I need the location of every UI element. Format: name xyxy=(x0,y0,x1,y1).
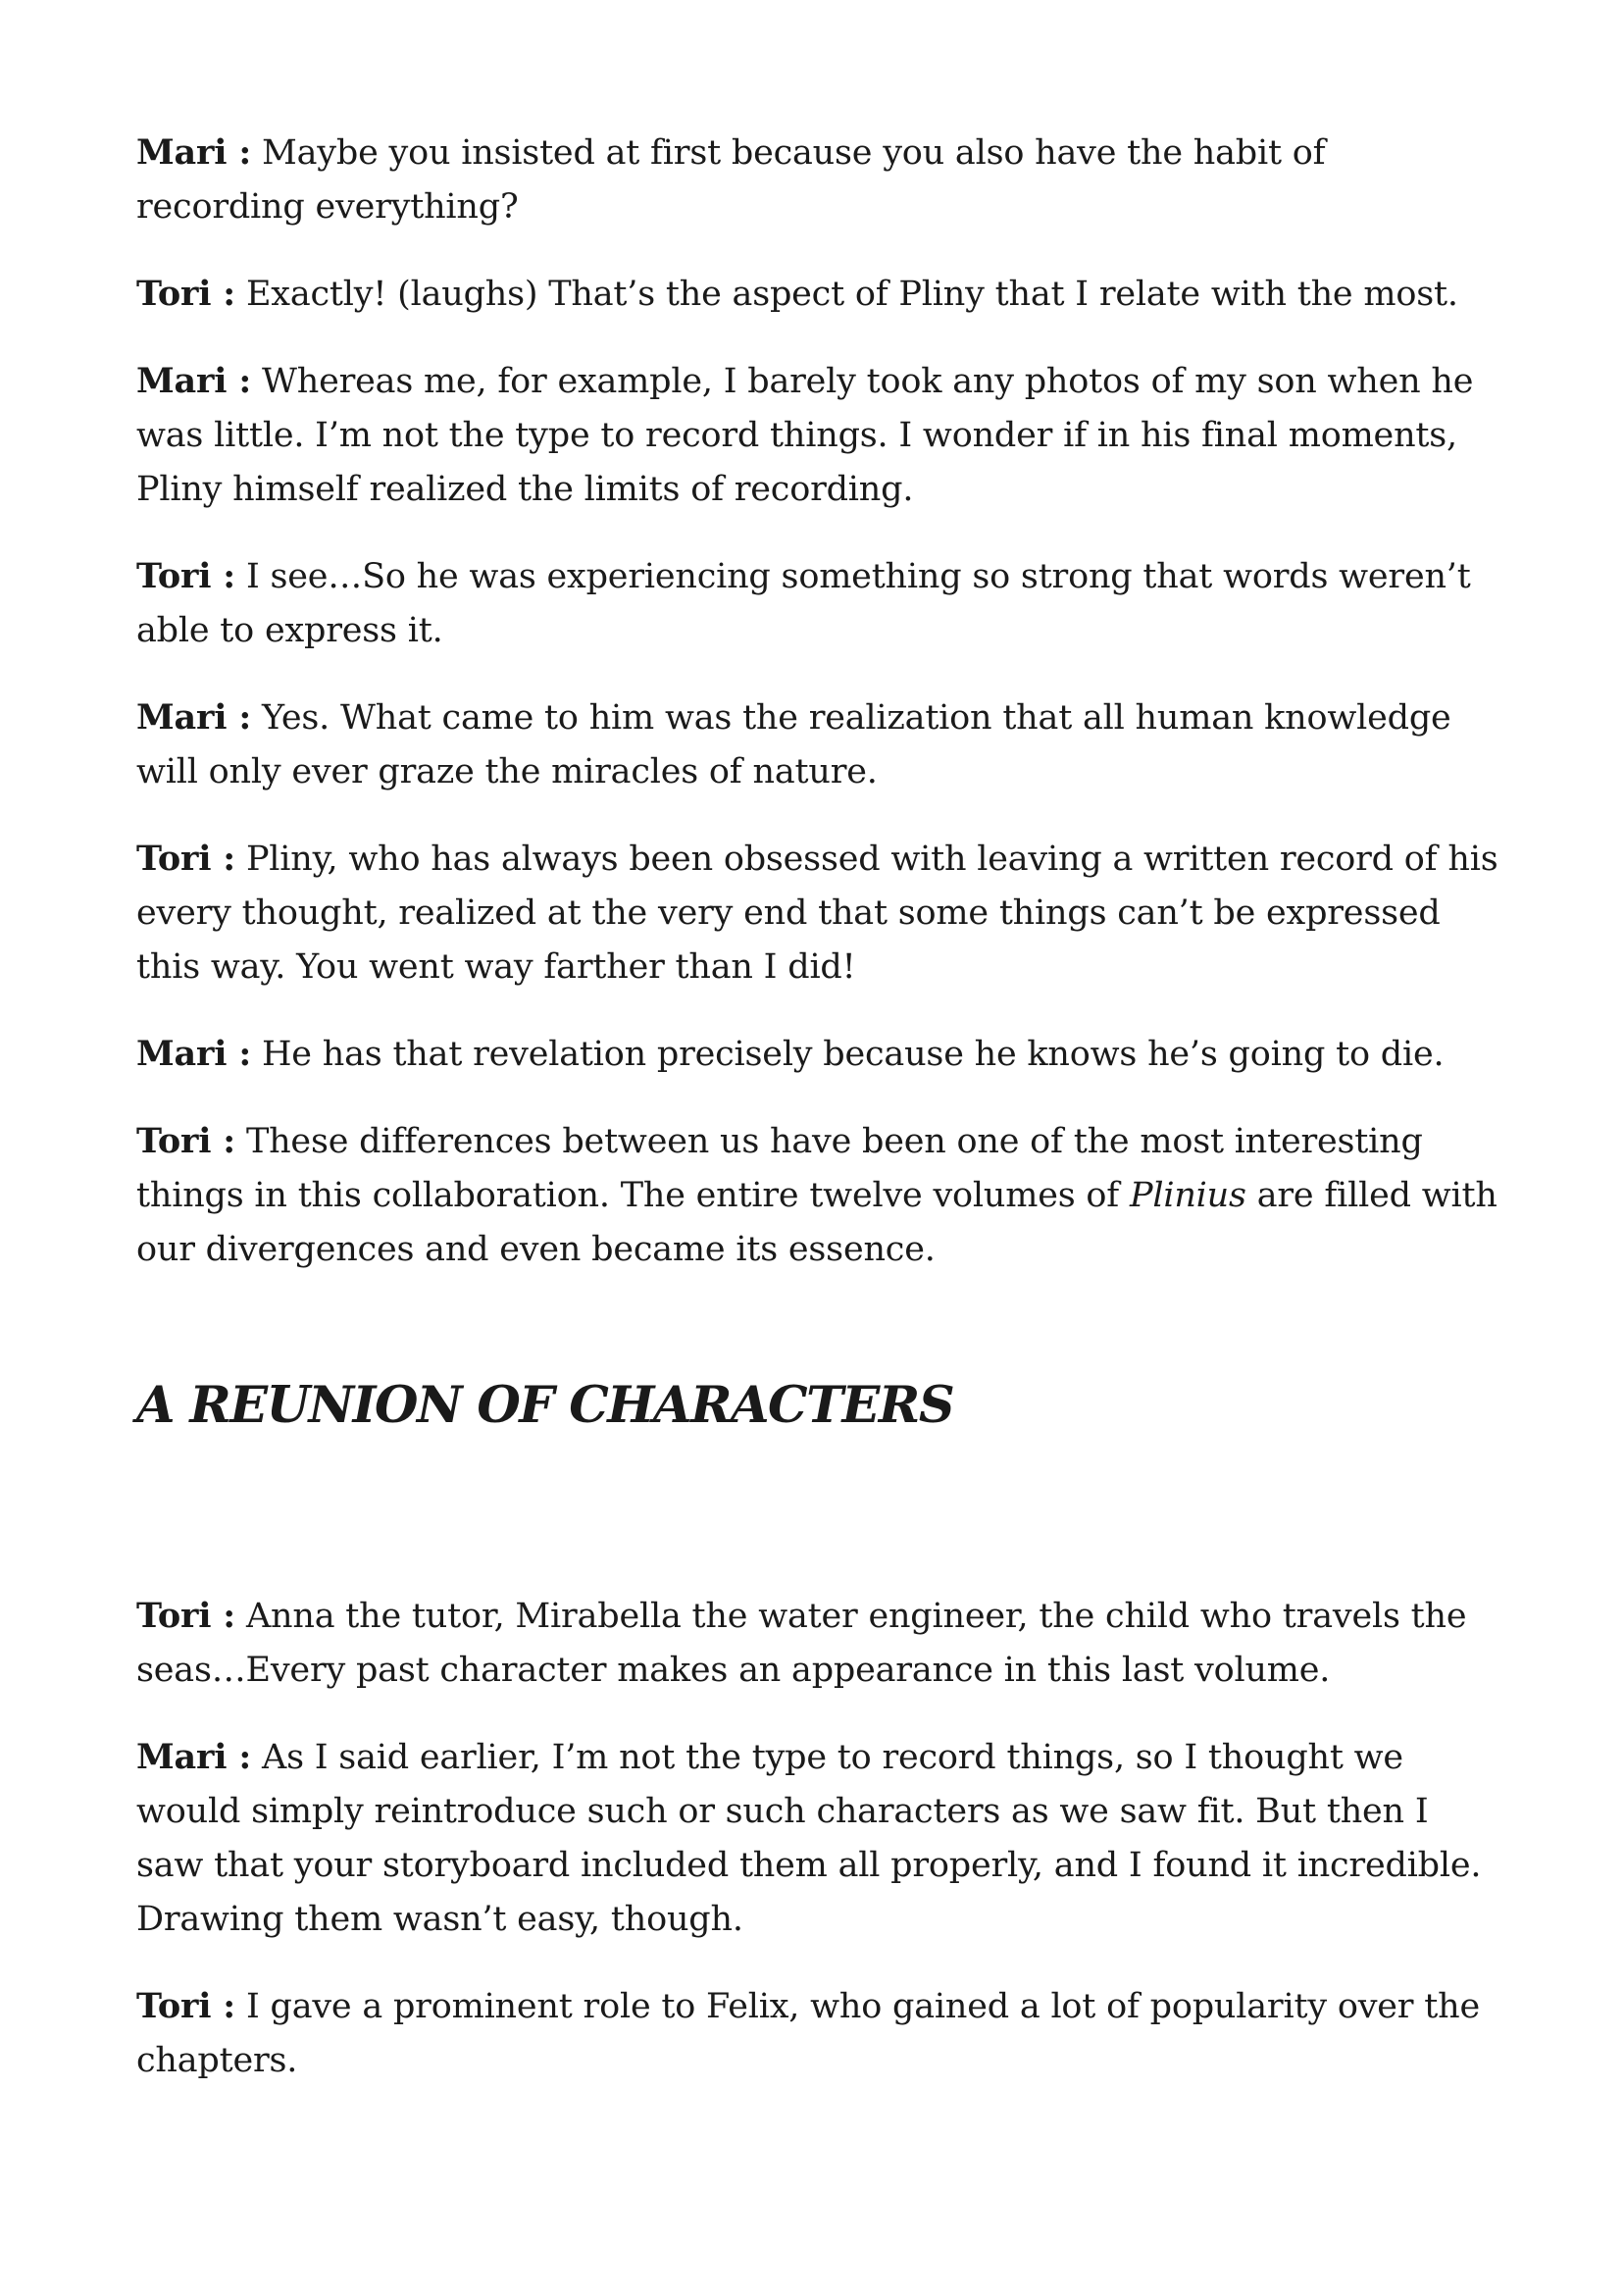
dialogue-text: He has that revelation precisely because he knows he’s going to die. xyxy=(251,1035,1445,1074)
speaker-label: Tori : xyxy=(136,839,236,879)
dialogue-text: I see…So he was experiencing something so strong that words weren’t able to express it. xyxy=(136,557,1471,650)
speaker-label: Tori : xyxy=(136,556,236,596)
dialogue-text: Anna the tutor, Mirabella the water engineer, the child who travels the seas…Every past character makes an appearance in this last volume. xyxy=(136,1597,1467,1690)
speaker-label: Mari : xyxy=(136,697,252,738)
speaker-label: Tori : xyxy=(136,274,236,314)
dialogue-paragraph xyxy=(136,1114,1499,1277)
speaker-label: Mari : xyxy=(136,132,252,173)
dialogue-text: Exactly! (laughs) That’s the aspect of Pliny that I relate with the most. xyxy=(235,275,1458,314)
speaker-label: Mari : xyxy=(136,1737,252,1777)
speaker-label: Tori : xyxy=(136,1121,236,1161)
dialogue-text: These differences between us have been one of the most interesting things in this collaboration. The entire twelve volumes of xyxy=(136,1122,1423,1215)
dialogue-paragraph xyxy=(136,354,1499,517)
dialogue-text: are filled with our divergences and even became its essence. xyxy=(136,1176,1497,1269)
dialogue-text: Whereas me, for example, I barely took any photos of my son when he was little. I’m not the type to record things. I wonder if in his final moments, Pliny himself realized the limits of recording. xyxy=(136,362,1474,509)
dialogue-text: I gave a prominent role to Felix, who gained a lot of popularity over the chapters. xyxy=(136,1987,1480,2080)
speaker-label: Mari : xyxy=(136,1034,252,1074)
dialogue-paragraph xyxy=(136,1027,1499,1082)
dialogue-paragraph xyxy=(136,1589,1499,1698)
speaker-label: Mari : xyxy=(136,361,252,401)
document-page xyxy=(136,126,1499,2120)
dialogue-paragraph xyxy=(136,1730,1499,1947)
dialogue-paragraph xyxy=(136,267,1499,322)
dialogue-paragraph xyxy=(136,126,1499,234)
dialogue-text: Pliny, who has always been obsessed with leaving a written record of his every thought, realized at the very end that some things can’t be expressed this way. You went way farther than I did! xyxy=(136,840,1498,987)
dialogue-text: Yes. What came to him was the realization that all human knowledge will only ever graze the miracles of nature. xyxy=(136,698,1451,791)
speaker-label: Tori : xyxy=(136,1596,236,1636)
dialogue-paragraph xyxy=(136,1979,1499,2088)
book-title: Plinius xyxy=(1129,1176,1246,1215)
speaker-label: Tori : xyxy=(136,1986,236,2026)
dialogue-text: Maybe you insisted at first because you also have the habit of recording everything? xyxy=(136,133,1326,227)
dialogue-paragraph xyxy=(136,690,1499,799)
dialogue-text: As I said earlier, I’m not the type to record things, so I thought we would simply reintroduce such or such characters as we saw fit. But then I saw that your storyboard included them all properly, and I found it incredible. Drawing them wasn’t easy, though. xyxy=(136,1738,1482,1939)
dialogue-paragraph xyxy=(136,549,1499,658)
dialogue-paragraph xyxy=(136,832,1499,994)
section-heading: A REUNION OF CHARACTERS xyxy=(136,1376,954,1435)
